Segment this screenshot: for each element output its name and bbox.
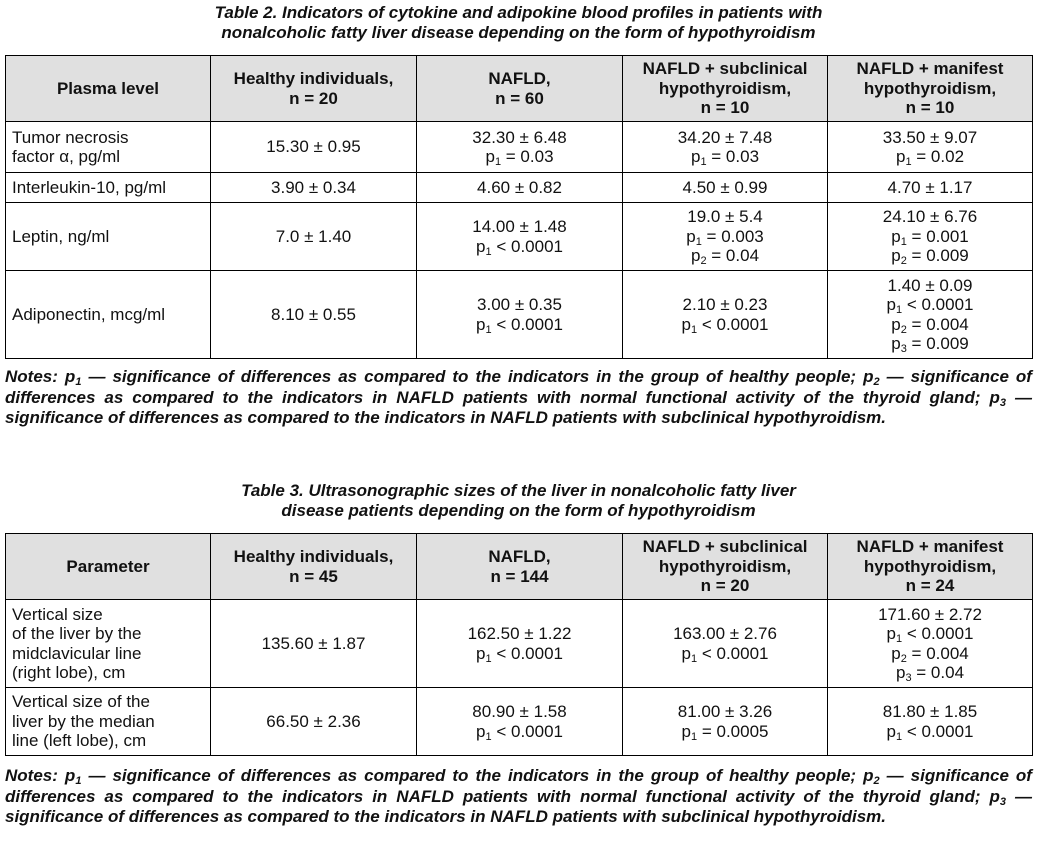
data-cell: 4.70 ± 1.17	[828, 173, 1033, 203]
table-row	[6, 600, 1033, 688]
param-cell: Tumor necrosis factor α, pg/ml	[6, 122, 211, 173]
p3-symbol: $p_3$	[989, 786, 1006, 808]
data-cell: 4.60 ± 0.82	[417, 173, 623, 203]
table-row	[6, 688, 1033, 756]
data-cell: 163.00 ± 2.76 $p_1 < 0.0001$	[623, 600, 828, 688]
table3-caption-line: Table 3. Ultrasonographic sizes of the liver in nonalcoholic fatty liver	[241, 481, 796, 500]
header-cell: NAFLD + subclinical hypothyroidism, n = 20	[623, 534, 828, 600]
table2	[5, 55, 1033, 359]
data-cell: 81.00 ± 3.26 $p_1 = 0.0005$	[623, 688, 828, 756]
data-cell: 19.0 ± 5.4 $p_1 = 0.003$ $p_2 = 0.04$	[623, 203, 828, 271]
header-cell: NAFLD, n = 144	[417, 534, 623, 600]
header-cell: NAFLD + manifest hypothyroidism, n = 24	[828, 534, 1033, 600]
p3-symbol: $p_3$	[989, 387, 1006, 409]
header-cell: Healthy individuals, n = 45	[211, 534, 417, 600]
data-cell: 15.30 ± 0.95	[211, 122, 417, 173]
data-cell: 162.50 ± 1.22 $p_1 < 0.0001$	[417, 600, 623, 688]
data-cell: 33.50 ± 9.07 $p_1 = 0.02$	[828, 122, 1033, 173]
param-cell: Interleukin-10, pg/ml	[6, 173, 211, 203]
data-cell: 32.30 ± 6.48 $p_1 = 0.03$	[417, 122, 623, 173]
table3-header-row	[6, 534, 1033, 600]
p1-symbol: $p_1$	[64, 367, 82, 388]
data-cell: 34.20 ± 7.48 $p_1 = 0.03$	[623, 122, 828, 173]
data-cell: 7.0 ± 1.40	[211, 203, 417, 271]
header-cell: NAFLD, n = 60	[417, 56, 623, 122]
p2-definition: — significance of differences as compared to the indicators in NAFLD patients with normal functional activity of the thyroid gland;	[5, 766, 1032, 806]
header-cell: Parameter	[6, 534, 211, 600]
param-cell: Vertical size of the liver by the median line (left lobe), cm	[6, 688, 211, 756]
p2-definition: — significance of differences as compared to the indicators in NAFLD patients with normal functional activity of the thyroid gland;	[5, 367, 1032, 407]
table2-caption-line: Table 2. Indicators of cytokine and adipokine blood profiles in patients with	[214, 3, 823, 22]
table3-caption	[0, 481, 1037, 521]
table-row	[6, 173, 1033, 203]
data-cell: 135.60 ± 1.87	[211, 600, 417, 688]
data-cell: 66.50 ± 2.36	[211, 688, 417, 756]
data-cell: 80.90 ± 1.58 $p_1 < 0.0001$	[417, 688, 623, 756]
notes-label: Notes:	[5, 367, 58, 386]
table-row	[6, 271, 1033, 359]
table2-notes	[5, 367, 1032, 429]
data-cell: 4.50 ± 0.99	[623, 173, 828, 203]
p2-symbol: $p_2$	[863, 367, 880, 388]
notes-label: Notes:	[5, 766, 58, 785]
data-cell: 1.40 ± 0.09 $p_1 < 0.0001$ $p_2 = 0.004$ $p_3 = 0.009$	[828, 271, 1033, 359]
table-row	[6, 203, 1033, 271]
data-cell: 3.90 ± 0.34	[211, 173, 417, 203]
table2-header-row	[6, 56, 1033, 122]
data-cell: 8.10 ± 0.55	[211, 271, 417, 359]
table3-notes	[5, 766, 1032, 828]
p3-definition: — significance of differences as compared to the indicators in NAFLD patients with subclinical hypothyroidism.	[5, 786, 1032, 826]
param-cell: Leptin, ng/ml	[6, 203, 211, 271]
data-cell: 14.00 ± 1.48 $p_1 < 0.0001$	[417, 203, 623, 271]
table3-caption-line: disease patients depending on the form of hypothyroidism	[281, 501, 756, 520]
header-cell: NAFLD + subclinical hypothyroidism, n = 10	[623, 56, 828, 122]
data-cell: 81.80 ± 1.85 $p_1 < 0.0001$	[828, 688, 1033, 756]
p1-definition: — significance of differences as compared to the indicators in the group of healthy people;	[88, 766, 857, 785]
p1-symbol: $p_1$	[64, 766, 82, 787]
table3	[5, 533, 1033, 756]
header-cell: NAFLD + manifest hypothyroidism, n = 10	[828, 56, 1033, 122]
header-cell: Plasma level	[6, 56, 211, 122]
p3-definition: — significance of differences as compared to the indicators in NAFLD patients with subclinical hypothyroidism.	[5, 387, 1032, 427]
p2-symbol: $p_2$	[863, 766, 880, 787]
data-cell: 3.00 ± 0.35 $p_1 < 0.0001$	[417, 271, 623, 359]
data-cell: 24.10 ± 6.76 $p_1 = 0.001$ $p_2 = 0.009$	[828, 203, 1033, 271]
param-cell: Vertical size of the liver by the midclavicular line (right lobe), cm	[6, 600, 211, 688]
data-cell: 2.10 ± 0.23 $p_1 < 0.0001$	[623, 271, 828, 359]
header-cell: Healthy individuals, n = 20	[211, 56, 417, 122]
p1-definition: — significance of differences as compared to the indicators in the group of healthy people;	[88, 367, 857, 386]
param-cell: Adiponectin, mcg/ml	[6, 271, 211, 359]
table-row	[6, 122, 1033, 173]
table2-caption	[0, 3, 1037, 43]
data-cell: 171.60 ± 2.72 $p_1 < 0.0001$ $p_2 = 0.004$ $p_3 = 0.04$	[828, 600, 1033, 688]
table2-caption-line: nonalcoholic fatty liver disease depending on the form of hypothyroidism	[221, 23, 816, 42]
